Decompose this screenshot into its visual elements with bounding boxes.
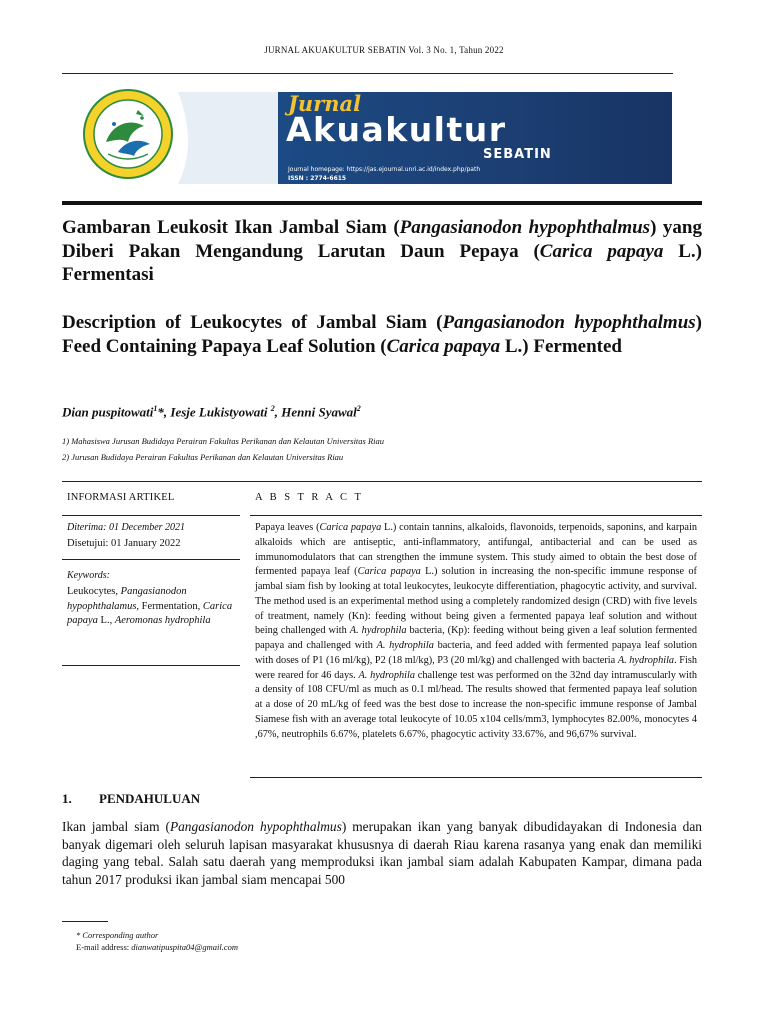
abstract-s6-italic: A. hydrophila bbox=[358, 669, 415, 681]
info-rule-1 bbox=[62, 515, 240, 516]
title-id-part1: Gambaran Leukosit Ikan Jambal Siam ( bbox=[62, 217, 400, 238]
title-id-part2: ) yang Diberi Pakan Mengandung Larutan Daun Pepaya ( bbox=[62, 217, 702, 262]
affiliation-2: 2) Jurusan Budidaya Perairan Fakultas Perikanan dan Kelautan Universitas Riau bbox=[62, 452, 344, 462]
abstract-s3-italic: A. hydrophila bbox=[349, 625, 407, 637]
abstract-rule-bottom bbox=[250, 777, 702, 778]
email-note bbox=[76, 942, 238, 952]
title-en-part1: Description of Leukocytes of Jambal Siam ( bbox=[62, 312, 443, 333]
section-title: PENDAHULUAN bbox=[99, 791, 201, 806]
abstract-s2: L.) contain tannins, alkaloids, flavonoids, terpenoids, saponins, and karpain alkaloids which are antiseptic, anti-inflammatory, antifungal, antibacterial and can be used as immunomodulators that can strengthen the immune system. This study aimed to obtain the best dose of fermented papaya leaf ( bbox=[255, 522, 697, 578]
email-address[interactable]: dianwatipuspita04@gmail.com bbox=[131, 942, 238, 952]
intro-p2: ) merupakan ikan yang banyak dibudidayakan di Indonesia dan banyak digemari oleh seluruh lapisan masyarakat khususnya di daerah Riau karena rasanya yang enak dan memiliki daging yang tebal. Salah satu daerah yang memproduksi ikan jambal siam adalah Kabupaten Kampar, dimana pada tahun 2017 produksi ikan jambal siam mencapai 500 bbox=[62, 819, 702, 887]
abstract-rule-top bbox=[250, 515, 702, 516]
abstract-heading: A B S T R A C T bbox=[255, 492, 364, 503]
banner-issn: ISSN : 2774-6615 bbox=[288, 175, 347, 182]
author-1-sup: 1 bbox=[153, 404, 158, 413]
intro-p1-italic: Pangasianodon hypophthalmus bbox=[169, 819, 342, 834]
abstract-s5-italic: A. hydrophila bbox=[617, 654, 675, 666]
authors bbox=[62, 404, 361, 420]
abstract-s4: bacteria, (Kp): feeding without being given a leaf solution fermented papaya and challenged with bbox=[255, 625, 697, 651]
author-sep: , bbox=[274, 404, 282, 420]
author-1-mark: *, bbox=[157, 404, 171, 420]
title-english bbox=[62, 311, 702, 358]
keyword-2: Pangasianodon hypophthalamus bbox=[67, 586, 187, 612]
info-rule-2 bbox=[62, 559, 240, 560]
author-3-sup: 2 bbox=[356, 404, 361, 413]
received-date: Diterima: 01 December 2021 bbox=[67, 522, 186, 533]
title-id-plant: Carica papaya bbox=[539, 240, 664, 262]
keyword-1: Leukocytes, bbox=[67, 586, 121, 597]
author-2: Iesje Lukistyowati bbox=[170, 404, 271, 420]
title-indonesian bbox=[62, 216, 702, 287]
accepted-date: Disetujui: 01 January 2022 bbox=[67, 538, 181, 549]
abstract-s6: . Fish were reared for 46 days. bbox=[255, 654, 697, 681]
keywords bbox=[67, 585, 237, 629]
banner-jurnal: Jurnal bbox=[288, 91, 362, 116]
title-en-part3: L.) Fermented bbox=[500, 335, 622, 357]
journal-seal-logo bbox=[78, 84, 278, 184]
banner-akuakultur: Akuakultur bbox=[286, 110, 507, 149]
intro-p1: Ikan jambal siam ( bbox=[62, 819, 170, 834]
banner-rule bbox=[62, 201, 702, 205]
keyword-3: , Fermentation, bbox=[136, 600, 203, 612]
abstract-s3: L.) solution in increasing the non-specific immune response of jambal siam fish by looking at total leukocytes, leukocyte differentiation, phagocytic activity, and survival. The method used is an experimental method using a completely randomized design (CRD) with five levels of treatment, namely (Kn): feeding without being given a fermented papaya leaf solution and without being challenged with bbox=[255, 566, 697, 637]
info-rule-top bbox=[62, 481, 702, 482]
header-rule bbox=[62, 73, 673, 74]
keyword-6: Aeromonas hydrophila bbox=[114, 615, 211, 626]
title-en-plant: Carica papaya bbox=[386, 335, 501, 357]
banner-homepage: Journal homepage: https://jas.ejournal.unri.ac.id/index.php/path bbox=[288, 166, 481, 173]
affiliation-1: 1) Mahasiswa Jurusan Budidaya Perairan Fakultas Perikanan dan Kelautan Universitas Riau bbox=[62, 436, 385, 446]
abstract-s1-italic: Carica papaya bbox=[319, 522, 382, 533]
corresponding-author-note: * Corresponding author bbox=[76, 930, 159, 940]
abstract-s1: Papaya leaves ( bbox=[255, 522, 320, 533]
abstract-s5: bacteria, and feed added with fermented papaya leaf solution with doses of P1 (16 ml/kg), P2 (18 ml/kg), P3 (20 ml/kg) and challenged with bacteria bbox=[255, 640, 697, 666]
abstract-body bbox=[255, 521, 697, 742]
keyword-4: Carica papaya bbox=[67, 600, 233, 626]
intro-paragraph bbox=[62, 818, 702, 888]
email-label: E-mail address: bbox=[76, 942, 132, 952]
info-rule-3 bbox=[62, 665, 240, 666]
section-heading bbox=[62, 791, 200, 807]
banner-sebatin: SEBATIN bbox=[483, 147, 552, 162]
journal-banner bbox=[78, 84, 672, 184]
abstract-s2-italic: Carica papaya bbox=[357, 566, 421, 578]
article-info-heading: INFORMASI ARTIKEL bbox=[67, 492, 175, 503]
keywords-label: Keywords: bbox=[67, 570, 110, 581]
abstract-s4-italic: A. hydrophila bbox=[376, 640, 434, 651]
section-number: 1. bbox=[62, 791, 72, 806]
title-en-part2: ) Feed Containing Papaya Leaf Solution ( bbox=[62, 312, 702, 357]
abstract-s7: challenge test was performed on the 32nd day intramuscularly with a density of 108 CFU/ml as much as 0.1 ml/head. The results showed that fermented papaya leaf solution at a dose of 20 mL/kg of feed was the best dose to increase the non-specific immune response of Jambal Siamese fish with an average total leukocyte of 10.05 x104 cells/mm3, lymphocytes 82.00%, monocytes 4 ,67%, neutrophils 6.67%, platelets 6.67%, phagocytic activity 33.67%, and 96,67% survival. bbox=[255, 669, 697, 740]
author-1: Dian puspitowati bbox=[62, 404, 154, 420]
running-head: JURNAL AKUAKULTUR SEBATIN Vol. 3 No. 1, Tahun 2022 bbox=[264, 45, 504, 55]
footnote-rule bbox=[62, 921, 108, 922]
title-id-part3: L.) Fermentasi bbox=[62, 240, 703, 285]
title-en-species: Pangasianodon hypophthalmus bbox=[442, 312, 696, 333]
author-3: Henni Syawal bbox=[281, 404, 357, 420]
author-2-sup: 2 bbox=[270, 404, 275, 413]
title-id-species: Pangasianodon hypophthalmus bbox=[399, 217, 651, 238]
keyword-5: L., bbox=[97, 615, 115, 626]
